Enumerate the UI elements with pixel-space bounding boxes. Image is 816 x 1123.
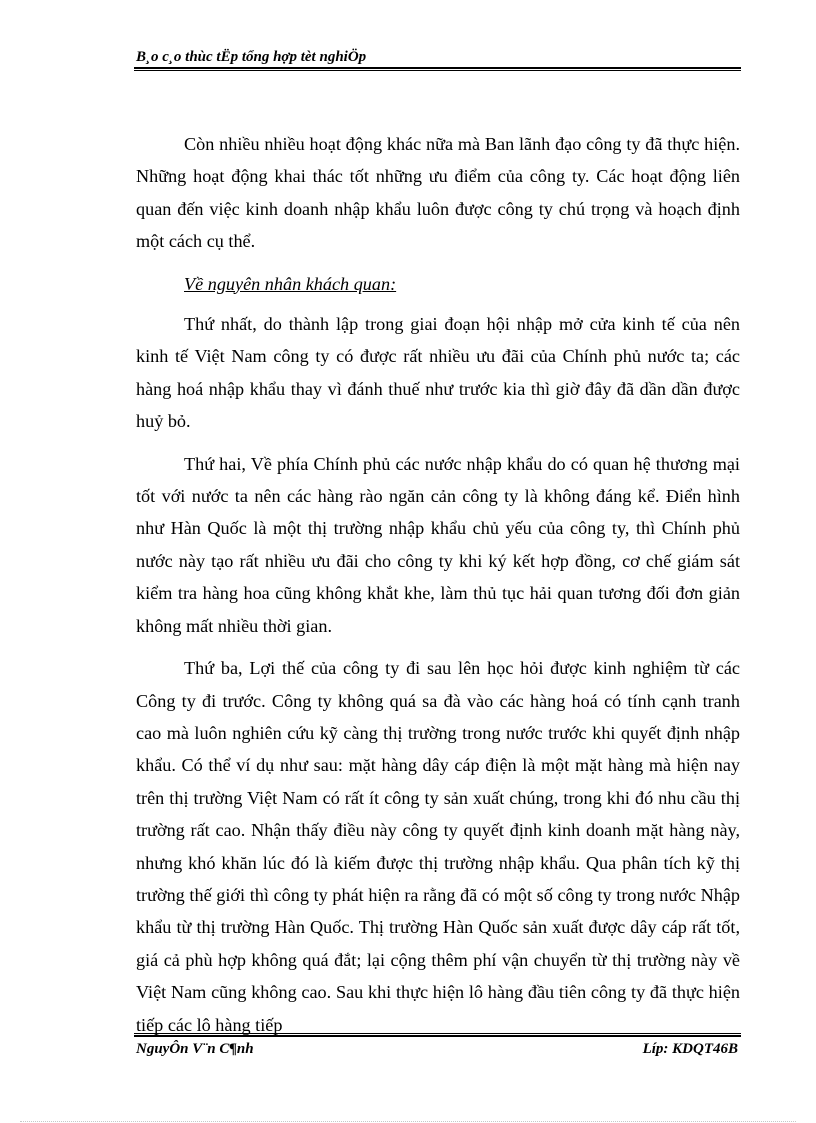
footer-author: NguyÔn V¨n C¶nh	[136, 1041, 254, 1057]
paragraph: Thứ hai, Về phía Chính phủ các nước nhập khẩu do có quan hệ thương mại tốt với nước ta nên các hàng rào ngăn cản công ty là không đáng kể. Điển hình như Hàn Quốc là một thị trường nhập khẩu chủ yếu của công ty, thì Chính phủ nước này tạo rất nhiều ưu đãi cho công ty khi ký kết hợp đồng, cơ chế giám sát kiểm tra hàng hoa cũng không khắt khe, làm thủ tục hải quan tương đối đơn giản không mất nhiều thời gian.	[136, 453, 740, 636]
header-double-rule	[134, 67, 741, 71]
footer-class: Líp: KDQT46B	[642, 1041, 738, 1057]
section-subheading: Về nguyên nhân khách quan:	[184, 273, 397, 294]
body-text	[136, 128, 740, 1051]
paragraph: Còn nhiều nhiều hoạt động khác nữa mà Ban lãnh đạo công ty đã thực hiện. Những hoạt động khai thác tốt những ưu điểm của công ty. Các hoạt động liên quan đến việc kinh doanh nhập khẩu luôn được công ty chú trọng và hoạch định một cách cụ thể.	[136, 134, 740, 252]
paragraph: Thứ nhất, do thành lập trong giai đoạn hội nhập mở cửa kinh tế của nên kinh tế Việt Nam công ty có được rất nhiều ưu đãi của Chính phủ nước ta; các hàng hoá nhập khẩu thay vì đánh thuế như trước kia thì giờ đây đã dần dần được huỷ bỏ.	[136, 314, 740, 432]
page-header-title: B¸o c¸o thùc tËp tổng hợp tèt nghiÖp	[136, 49, 367, 65]
footer-double-rule	[134, 1033, 741, 1037]
page-edge-divider	[20, 1121, 796, 1122]
paragraph: Thứ ba, Lợi thế của công ty đi sau lên học hỏi được kinh nghiệm từ các Công ty đi trước. Công ty không quá sa đà vào các hàng hoá có tính cạnh tranh cao mà luôn nghiên cứu kỹ càng thị trường trong nước trước khi quyết định nhập khẩu. Có thể ví dụ như sau: mặt hàng dây cáp điện là một mặt hàng mà hiện nay trên thị trường Việt Nam có rất ít công ty sản xuất chúng, trong khi đó nhu cầu thị trường rất cao. Nhận thấy điều này công ty quyết định kinh doanh mặt hàng này, nhưng khó khăn lúc đó là kiếm được thị trường nhập khẩu. Qua phân tích kỹ thị trường thế giới thì công ty phát hiện ra rằng đã có một số công ty trong nước Nhập khẩu từ thị trường Hàn Quốc. Thị trường Hàn Quốc sản xuất được dây cáp rất tốt, giá cả phù hợp không quá đắt; lại cộng thêm phí vận chuyển từ thị trường này về Việt Nam cũng không cao. Sau khi thực hiện lô hàng đầu tiên công ty đã thực hiện tiếp các lô hàng tiếp	[136, 658, 740, 1035]
